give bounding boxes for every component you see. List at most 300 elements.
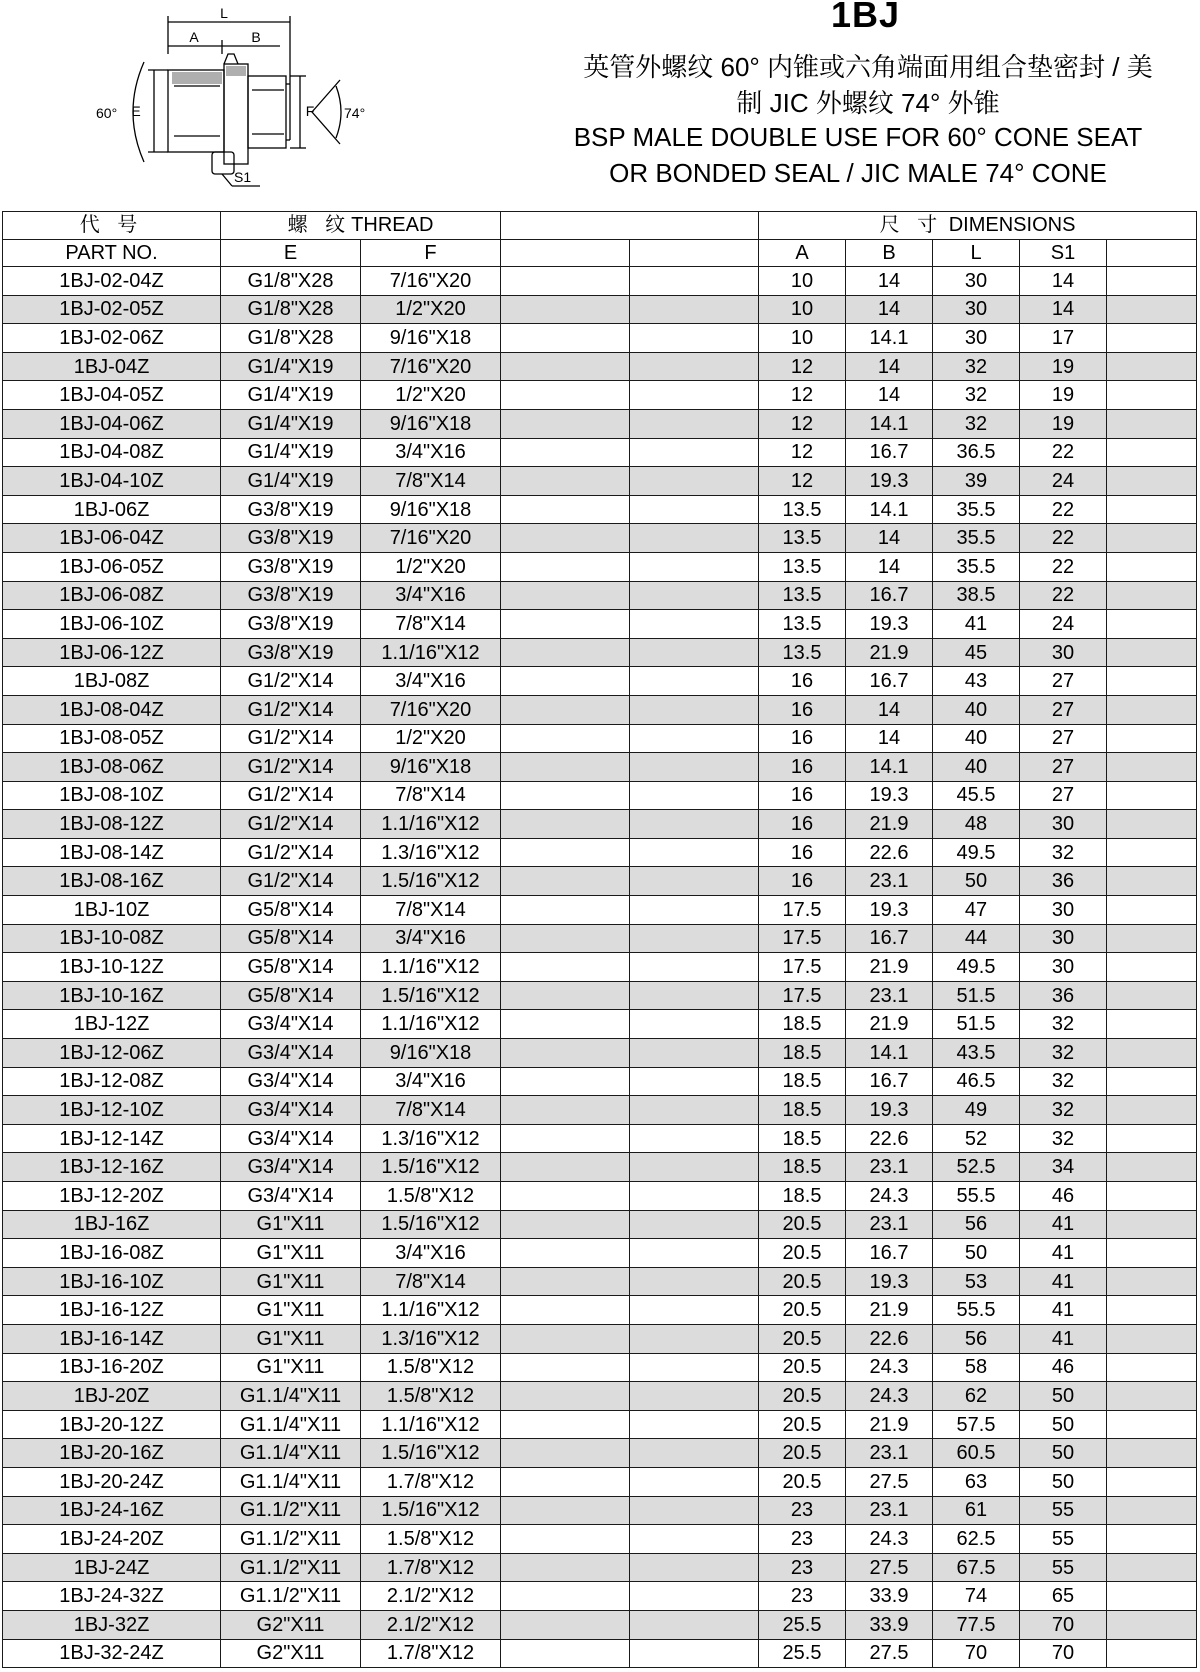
blank-cell: [630, 381, 759, 410]
dim-a-cell: 18.5: [759, 1067, 846, 1096]
part-no-cell: 1BJ-06-08Z: [3, 581, 221, 610]
dim-l-cell: 49.5: [933, 838, 1020, 867]
blank-cell: [630, 638, 759, 667]
dim-s1-cell: 50: [1020, 1439, 1107, 1468]
blank-cell: [1107, 867, 1197, 896]
thread-f-cell: 1.7/8"X12: [361, 1467, 501, 1496]
blank-cell: [1107, 1096, 1197, 1125]
blank-cell: [630, 1324, 759, 1353]
thread-e-cell: G1/2"X14: [221, 753, 361, 782]
thread-f-cell: 7/8"X14: [361, 781, 501, 810]
dim-s1-cell: 32: [1020, 1010, 1107, 1039]
thread-e-cell: G1/4"X19: [221, 409, 361, 438]
part-no-cell: 1BJ-10-16Z: [3, 981, 221, 1010]
part-no-cell: 1BJ-12-16Z: [3, 1153, 221, 1182]
dim-l-cell: 57.5: [933, 1410, 1020, 1439]
thread-e-cell: G5/8"X14: [221, 896, 361, 925]
blank-cell: [630, 896, 759, 925]
thread-f-cell: 1.3/16"X12: [361, 1124, 501, 1153]
dim-s1-cell: 50: [1020, 1382, 1107, 1411]
diagram-label-S1: S1: [234, 169, 252, 185]
blank-cell: [630, 438, 759, 467]
dim-a-cell: 20.5: [759, 1267, 846, 1296]
thread-e-cell: G1"X11: [221, 1210, 361, 1239]
dim-a-cell: 13.5: [759, 495, 846, 524]
table-row: [3, 1096, 1197, 1125]
dim-b-cell: 14.1: [846, 753, 933, 782]
blank-cell: [630, 610, 759, 639]
blank-cell: [501, 295, 630, 324]
table-row: [3, 1553, 1197, 1582]
part-no-cell: 1BJ-20-16Z: [3, 1439, 221, 1468]
dim-l-cell: 39: [933, 467, 1020, 496]
blank-cell: [501, 1610, 630, 1639]
blank-cell: [630, 495, 759, 524]
blank-cell: [630, 953, 759, 982]
dim-b-cell: 16.7: [846, 667, 933, 696]
thread-e-cell: G1"X11: [221, 1267, 361, 1296]
table-row: [3, 1239, 1197, 1268]
dim-l-cell: 74: [933, 1582, 1020, 1611]
dim-l-cell: 58: [933, 1353, 1020, 1382]
dim-s1-cell: 55: [1020, 1525, 1107, 1554]
thread-e-cell: G1/2"X14: [221, 724, 361, 753]
dim-b-cell: 14: [846, 381, 933, 410]
header-code-cn: 代 号: [3, 212, 221, 240]
dim-a-cell: 12: [759, 352, 846, 381]
diagram-angle-left: 60°: [96, 105, 118, 121]
blank-cell: [501, 924, 630, 953]
table-row: [3, 1382, 1197, 1411]
dim-b-cell: 27.5: [846, 1553, 933, 1582]
blank-cell: [630, 981, 759, 1010]
dim-l-cell: 30: [933, 324, 1020, 353]
thread-f-cell: 1.1/16"X12: [361, 810, 501, 839]
thread-e-cell: G3/4"X14: [221, 1067, 361, 1096]
dim-a-cell: 20.5: [759, 1382, 846, 1411]
thread-e-cell: G3/8"X19: [221, 552, 361, 581]
part-no-cell: 1BJ-12-08Z: [3, 1067, 221, 1096]
diagram-label-E: E: [131, 103, 141, 119]
dim-l-cell: 52: [933, 1124, 1020, 1153]
dim-b-cell: 21.9: [846, 1410, 933, 1439]
dim-l-cell: 56: [933, 1324, 1020, 1353]
header-thread: 螺 纹THREAD: [221, 212, 501, 240]
thread-e-cell: G1/2"X14: [221, 781, 361, 810]
spec-body: [3, 267, 1197, 1668]
blank-cell: [1107, 1353, 1197, 1382]
dim-l-cell: 32: [933, 381, 1020, 410]
blank-cell: [501, 1124, 630, 1153]
dim-s1-cell: 27: [1020, 781, 1107, 810]
part-no-cell: 1BJ-02-04Z: [3, 267, 221, 296]
dim-s1-cell: 36: [1020, 981, 1107, 1010]
blank-cell: [1107, 1239, 1197, 1268]
part-no-cell: 1BJ-12-06Z: [3, 1039, 221, 1068]
blank-cell: [630, 1496, 759, 1525]
header: [0, 0, 1200, 210]
table-row: [3, 924, 1197, 953]
dim-s1-cell: 41: [1020, 1210, 1107, 1239]
thread-f-cell: 7/16"X20: [361, 267, 501, 296]
dim-b-cell: 16.7: [846, 438, 933, 467]
dim-s1-cell: 27: [1020, 724, 1107, 753]
thread-e-cell: G3/4"X14: [221, 1153, 361, 1182]
blank-cell: [1107, 1267, 1197, 1296]
blank-cell: [630, 1582, 759, 1611]
part-no-cell: 1BJ-20-24Z: [3, 1467, 221, 1496]
dim-l-cell: 61: [933, 1496, 1020, 1525]
blank-cell: [501, 381, 630, 410]
part-no-cell: 1BJ-16-08Z: [3, 1239, 221, 1268]
thread-e-cell: G1.1/4"X11: [221, 1439, 361, 1468]
blank-cell: [501, 810, 630, 839]
blank-cell: [1107, 1496, 1197, 1525]
blank-cell: [630, 552, 759, 581]
table-row: [3, 495, 1197, 524]
blank-cell: [501, 267, 630, 296]
blank-cell: [630, 1039, 759, 1068]
blank-cell: [1107, 1439, 1197, 1468]
thread-e-cell: G1/8"X28: [221, 267, 361, 296]
thread-f-cell: 1.1/16"X12: [361, 1410, 501, 1439]
title-cn-line2: 制 JIC 外螺纹 74° 外锥: [736, 88, 1000, 118]
dim-b-cell: 23.1: [846, 1153, 933, 1182]
dim-b-cell: 14: [846, 724, 933, 753]
thread-f-cell: 1.3/16"X12: [361, 838, 501, 867]
header-col-A: A: [759, 239, 846, 267]
blank-cell: [501, 1410, 630, 1439]
dim-b-cell: 19.3: [846, 781, 933, 810]
part-no-cell: 1BJ-04Z: [3, 352, 221, 381]
dim-l-cell: 51.5: [933, 1010, 1020, 1039]
thread-f-cell: 1.1/16"X12: [361, 953, 501, 982]
part-no-cell: 1BJ-08-10Z: [3, 781, 221, 810]
dim-l-cell: 40: [933, 753, 1020, 782]
blank-cell: [630, 1239, 759, 1268]
thread-f-cell: 7/16"X20: [361, 352, 501, 381]
blank-cell: [1107, 1525, 1197, 1554]
blank-cell: [630, 1382, 759, 1411]
table-row: [3, 810, 1197, 839]
dim-l-cell: 48: [933, 810, 1020, 839]
dim-a-cell: 18.5: [759, 1124, 846, 1153]
thread-f-cell: 3/4"X16: [361, 1067, 501, 1096]
thread-e-cell: G1/2"X14: [221, 695, 361, 724]
blank-cell: [501, 953, 630, 982]
thread-e-cell: G1.1/2"X11: [221, 1525, 361, 1554]
part-no-cell: 1BJ-06-04Z: [3, 524, 221, 553]
thread-f-cell: 1.3/16"X12: [361, 1324, 501, 1353]
blank-cell: [630, 667, 759, 696]
dim-s1-cell: 55: [1020, 1496, 1107, 1525]
dim-l-cell: 50: [933, 867, 1020, 896]
dim-b-cell: 14.1: [846, 495, 933, 524]
dim-l-cell: 41: [933, 610, 1020, 639]
dim-l-cell: 43: [933, 667, 1020, 696]
blank-cell: [1107, 610, 1197, 639]
blank-cell: [630, 867, 759, 896]
table-row: [3, 295, 1197, 324]
blank-cell: [501, 667, 630, 696]
thread-e-cell: G3/4"X14: [221, 1124, 361, 1153]
blank-cell: [1107, 1467, 1197, 1496]
dim-a-cell: 16: [759, 667, 846, 696]
dim-a-cell: 17.5: [759, 981, 846, 1010]
dim-l-cell: 49.5: [933, 953, 1020, 982]
blank-cell: [630, 1639, 759, 1668]
blank-cell: [1107, 667, 1197, 696]
part-no-cell: 1BJ-10-12Z: [3, 953, 221, 982]
dim-s1-cell: 32: [1020, 838, 1107, 867]
dim-s1-cell: 41: [1020, 1324, 1107, 1353]
thread-e-cell: G1"X11: [221, 1296, 361, 1325]
part-no-cell: 1BJ-32-24Z: [3, 1639, 221, 1668]
thread-f-cell: 1.5/16"X12: [361, 1439, 501, 1468]
blank-cell: [501, 753, 630, 782]
dim-a-cell: 18.5: [759, 1096, 846, 1125]
dim-s1-cell: 41: [1020, 1267, 1107, 1296]
thread-f-cell: 1.5/8"X12: [361, 1353, 501, 1382]
blank-cell: [501, 610, 630, 639]
part-no-cell: 1BJ-32Z: [3, 1610, 221, 1639]
blank-cell: [630, 324, 759, 353]
header-row-1: [3, 212, 1197, 240]
dim-l-cell: 43.5: [933, 1039, 1020, 1068]
dim-b-cell: 21.9: [846, 810, 933, 839]
table-row: [3, 1353, 1197, 1382]
blank-cell: [501, 409, 630, 438]
part-no-cell: 1BJ-20-12Z: [3, 1410, 221, 1439]
blank-cell: [1107, 981, 1197, 1010]
blank-cell: [630, 267, 759, 296]
table-row: [3, 552, 1197, 581]
header-part-no: PART NO.: [3, 239, 221, 267]
dim-b-cell: 21.9: [846, 1010, 933, 1039]
part-no-cell: 1BJ-08-12Z: [3, 810, 221, 839]
table-row: [3, 524, 1197, 553]
dim-l-cell: 44: [933, 924, 1020, 953]
dim-b-cell: 33.9: [846, 1582, 933, 1611]
thread-e-cell: G3/8"X19: [221, 610, 361, 639]
blank-cell: [630, 724, 759, 753]
part-no-cell: 1BJ-04-08Z: [3, 438, 221, 467]
dim-a-cell: 12: [759, 438, 846, 467]
thread-e-cell: G1/2"X14: [221, 810, 361, 839]
dim-b-cell: 19.3: [846, 610, 933, 639]
part-no-cell: 1BJ-04-10Z: [3, 467, 221, 496]
blank-cell: [1107, 552, 1197, 581]
part-no-cell: 1BJ-12-14Z: [3, 1124, 221, 1153]
part-no-cell: 1BJ-16-14Z: [3, 1324, 221, 1353]
part-no-cell: 1BJ-08-16Z: [3, 867, 221, 896]
dim-s1-cell: 46: [1020, 1353, 1107, 1382]
dim-l-cell: 52.5: [933, 1153, 1020, 1182]
dim-l-cell: 51.5: [933, 981, 1020, 1010]
blank-cell: [501, 1382, 630, 1411]
blank-cell: [630, 581, 759, 610]
header-col-blank-2: [630, 239, 759, 267]
blank-cell: [630, 753, 759, 782]
table-row: [3, 610, 1197, 639]
dim-l-cell: 45.5: [933, 781, 1020, 810]
thread-f-cell: 7/8"X14: [361, 1096, 501, 1125]
table-row: [3, 1496, 1197, 1525]
part-no-cell: 1BJ-24-16Z: [3, 1496, 221, 1525]
blank-cell: [630, 1467, 759, 1496]
dim-s1-cell: 32: [1020, 1096, 1107, 1125]
dim-b-cell: 21.9: [846, 638, 933, 667]
table-row: [3, 324, 1197, 353]
dim-l-cell: 55.5: [933, 1182, 1020, 1211]
dim-l-cell: 30: [933, 295, 1020, 324]
table-row: [3, 1039, 1197, 1068]
blank-cell: [1107, 781, 1197, 810]
dim-a-cell: 13.5: [759, 638, 846, 667]
thread-f-cell: 9/16"X18: [361, 1039, 501, 1068]
blank-cell: [630, 352, 759, 381]
blank-cell: [630, 838, 759, 867]
dim-b-cell: 14.1: [846, 409, 933, 438]
part-no-cell: 1BJ-08-06Z: [3, 753, 221, 782]
blank-cell: [1107, 438, 1197, 467]
blank-cell: [1107, 753, 1197, 782]
blank-cell: [1107, 924, 1197, 953]
blank-cell: [630, 1439, 759, 1468]
blank-cell: [630, 1525, 759, 1554]
dim-s1-cell: 36: [1020, 867, 1107, 896]
blank-cell: [501, 896, 630, 925]
title-cn-line1: 英管外螺纹 60° 内锥或六角端面用组合垫密封 / 美: [583, 52, 1153, 82]
thread-f-cell: 3/4"X16: [361, 438, 501, 467]
thread-e-cell: G1.1/4"X11: [221, 1467, 361, 1496]
table-row: [3, 838, 1197, 867]
dim-l-cell: 77.5: [933, 1610, 1020, 1639]
part-no-cell: 1BJ-12-20Z: [3, 1182, 221, 1211]
blank-cell: [630, 1210, 759, 1239]
diagram-label-A: A: [189, 29, 199, 45]
dim-a-cell: 12: [759, 467, 846, 496]
dim-s1-cell: 19: [1020, 352, 1107, 381]
part-no-cell: 1BJ-20Z: [3, 1382, 221, 1411]
dim-a-cell: 17.5: [759, 896, 846, 925]
dim-s1-cell: 22: [1020, 438, 1107, 467]
table-row: [3, 1525, 1197, 1554]
blank-cell: [1107, 1067, 1197, 1096]
thread-f-cell: 7/16"X20: [361, 695, 501, 724]
table-row: [3, 1582, 1197, 1611]
part-no-cell: 1BJ-02-05Z: [3, 295, 221, 324]
thread-f-cell: 3/4"X16: [361, 924, 501, 953]
table-row: [3, 667, 1197, 696]
header-col-E: E: [221, 239, 361, 267]
thread-f-cell: 1.5/8"X12: [361, 1182, 501, 1211]
table-row: [3, 1210, 1197, 1239]
part-no-cell: 1BJ-06-05Z: [3, 552, 221, 581]
dim-a-cell: 20.5: [759, 1439, 846, 1468]
dim-b-cell: 23.1: [846, 981, 933, 1010]
part-no-cell: 1BJ-16-12Z: [3, 1296, 221, 1325]
thread-f-cell: 7/8"X14: [361, 1267, 501, 1296]
thread-e-cell: G3/4"X14: [221, 1039, 361, 1068]
thread-f-cell: 1.1/16"X12: [361, 1296, 501, 1325]
dim-b-cell: 16.7: [846, 1239, 933, 1268]
dim-l-cell: 32: [933, 352, 1020, 381]
table-row: [3, 1153, 1197, 1182]
dim-s1-cell: 30: [1020, 953, 1107, 982]
header-col-blank-3: [1107, 239, 1197, 267]
header-col-F: F: [361, 239, 501, 267]
blank-cell: [630, 1010, 759, 1039]
dim-l-cell: 35.5: [933, 495, 1020, 524]
dim-b-cell: 14: [846, 524, 933, 553]
blank-cell: [501, 467, 630, 496]
part-no-cell: 1BJ-24-32Z: [3, 1582, 221, 1611]
table-row: [3, 1410, 1197, 1439]
thread-f-cell: 1.1/16"X12: [361, 1010, 501, 1039]
diagram-label-B: B: [251, 29, 261, 45]
dim-a-cell: 16: [759, 695, 846, 724]
product-code: 1BJ: [830, 0, 900, 35]
blank-cell: [630, 524, 759, 553]
dim-a-cell: 23: [759, 1582, 846, 1611]
dim-b-cell: 14.1: [846, 324, 933, 353]
dim-b-cell: 19.3: [846, 1267, 933, 1296]
dim-s1-cell: 14: [1020, 267, 1107, 296]
dim-a-cell: 13.5: [759, 552, 846, 581]
thread-e-cell: G1"X11: [221, 1353, 361, 1382]
thread-f-cell: 1/2"X20: [361, 552, 501, 581]
dim-a-cell: 20.5: [759, 1467, 846, 1496]
dim-a-cell: 13.5: [759, 581, 846, 610]
dim-l-cell: 56: [933, 1210, 1020, 1239]
dim-b-cell: 14: [846, 695, 933, 724]
dim-l-cell: 30: [933, 267, 1020, 296]
dim-s1-cell: 50: [1020, 1467, 1107, 1496]
blank-cell: [630, 1267, 759, 1296]
thread-f-cell: 2.1/2"X12: [361, 1610, 501, 1639]
thread-e-cell: G1.1/2"X11: [221, 1553, 361, 1582]
blank-cell: [630, 409, 759, 438]
dim-s1-cell: 41: [1020, 1239, 1107, 1268]
dim-a-cell: 12: [759, 381, 846, 410]
blank-cell: [501, 1239, 630, 1268]
dim-s1-cell: 55: [1020, 1553, 1107, 1582]
dim-b-cell: 33.9: [846, 1610, 933, 1639]
dim-s1-cell: 24: [1020, 467, 1107, 496]
blank-cell: [1107, 1610, 1197, 1639]
thread-f-cell: 9/16"X18: [361, 324, 501, 353]
blank-cell: [1107, 1410, 1197, 1439]
thread-f-cell: 7/8"X14: [361, 610, 501, 639]
thread-f-cell: 7/8"X14: [361, 467, 501, 496]
table-row: [3, 1010, 1197, 1039]
dim-s1-cell: 27: [1020, 667, 1107, 696]
thread-f-cell: 1.7/8"X12: [361, 1553, 501, 1582]
dim-a-cell: 25.5: [759, 1610, 846, 1639]
table-row: [3, 1639, 1197, 1668]
dim-s1-cell: 19: [1020, 409, 1107, 438]
thread-f-cell: 7/8"X14: [361, 896, 501, 925]
table-row: [3, 1067, 1197, 1096]
dim-b-cell: 27.5: [846, 1639, 933, 1668]
part-no-cell: 1BJ-08Z: [3, 667, 221, 696]
dim-b-cell: 23.1: [846, 1439, 933, 1468]
part-no-cell: 1BJ-08-05Z: [3, 724, 221, 753]
thread-e-cell: G3/4"X14: [221, 1182, 361, 1211]
dim-s1-cell: 22: [1020, 581, 1107, 610]
blank-cell: [501, 1525, 630, 1554]
